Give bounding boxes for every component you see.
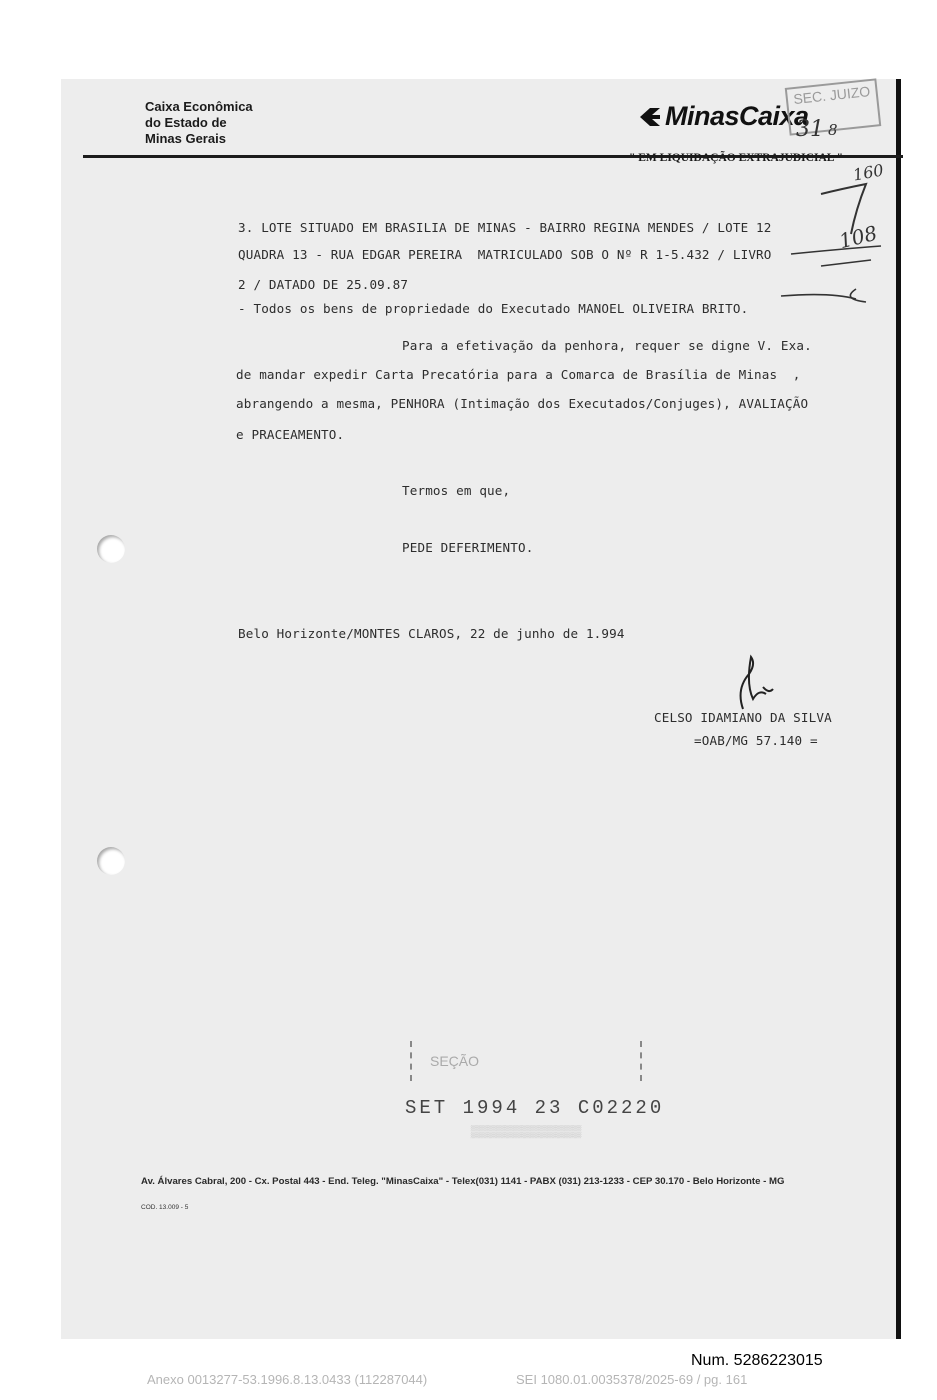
- court-stamp-text: SEC. JUIZO: [792, 83, 871, 108]
- punch-hole: [97, 535, 125, 563]
- paragraph-line-1: Para a efetivação da penhora, requer se digne V. Exa.: [402, 338, 812, 353]
- annex-reference: Anexo 0013277-53.1996.8.13.0433 (112287044): [147, 1372, 428, 1387]
- footer-code: COD. 13.009 - 5: [141, 1204, 189, 1211]
- handwritten-strokes: [761, 174, 891, 314]
- paragraph-line-2: de mandar expedir Carta Precatória para a Comarca de Brasília de Minas ,: [236, 367, 801, 382]
- liquidation-notice: " EM LIQUIDAÇÃO EXTRAJUDICIAL ": [629, 152, 844, 164]
- company-name: [145, 99, 253, 147]
- reception-stamp-code: SET 1994 23 C02220: [405, 1097, 665, 1119]
- logo-mark-icon: [638, 107, 662, 127]
- faint-stamp: ▒▒▒▒▒▒▒▒▒▒▒▒▒: [470, 1124, 582, 1138]
- place-date: Belo Horizonte/MONTES CLAROS, 22 de junho de 1.994: [238, 626, 625, 641]
- closing-line-2: PEDE DEFERIMENTO.: [402, 540, 534, 555]
- folio-suffix: 8: [828, 121, 838, 139]
- company-line-3: Minas Gerais: [145, 131, 226, 146]
- sei-reference: SEI 1080.01.0035378/2025-69 / pg. 161: [516, 1372, 748, 1387]
- item-line-1: 3. LOTE SITUADO EM BRASILIA DE MINAS - BAIRRO REGINA MENDES / LOTE 12: [238, 220, 772, 235]
- paragraph-line-3: abrangendo a mesma, PENHORA (Intimação dos Executados/Conjuges), AVALIAÇÃO: [236, 396, 809, 411]
- logo-text: MinasCaixa: [665, 101, 809, 131]
- item-line-3: 2 / DATADO DE 25.09.87: [238, 277, 409, 292]
- handwritten-108: 108: [836, 220, 880, 254]
- signer-oab: =OAB/MG 57.140 =: [694, 733, 818, 748]
- item-line-2: QUADRA 13 - RUA EDGAR PEREIRA MATRICULADO SOB O Nº R 1-5.432 / LIVRO: [238, 247, 772, 262]
- document-sheet: [61, 79, 901, 1339]
- paragraph-line-4: e PRACEAMENTO.: [236, 427, 345, 442]
- minascaixa-logo: [638, 101, 809, 132]
- signature: [721, 649, 781, 719]
- handwritten-160: 160: [851, 160, 885, 185]
- item-line-4: - Todos os bens de propriedade do Executado MANOEL OLIVEIRA BRITO.: [238, 301, 749, 316]
- company-line-2: do Estado de: [145, 115, 227, 130]
- footer-address: Av. Álvares Cabral, 200 - Cx. Postal 443 - End. Teleg. "MinasCaixa" - Telex(031) 1141 - PABX (031) 213-1233 - CEP 30.170 - Belo Horizonte - MG: [141, 1176, 785, 1187]
- reception-stamp: [410, 1041, 642, 1081]
- company-line-1: Caixa Econômica: [145, 99, 253, 114]
- signer-name: CELSO IDAMIANO DA SILVA: [654, 710, 832, 725]
- reception-stamp-text: SEÇÃO: [430, 1053, 480, 1069]
- folio-number: 31: [796, 117, 824, 142]
- document-number: Num. 5286223015: [691, 1352, 823, 1369]
- closing-line-1: Termos em que,: [402, 483, 511, 498]
- punch-hole: [97, 847, 125, 875]
